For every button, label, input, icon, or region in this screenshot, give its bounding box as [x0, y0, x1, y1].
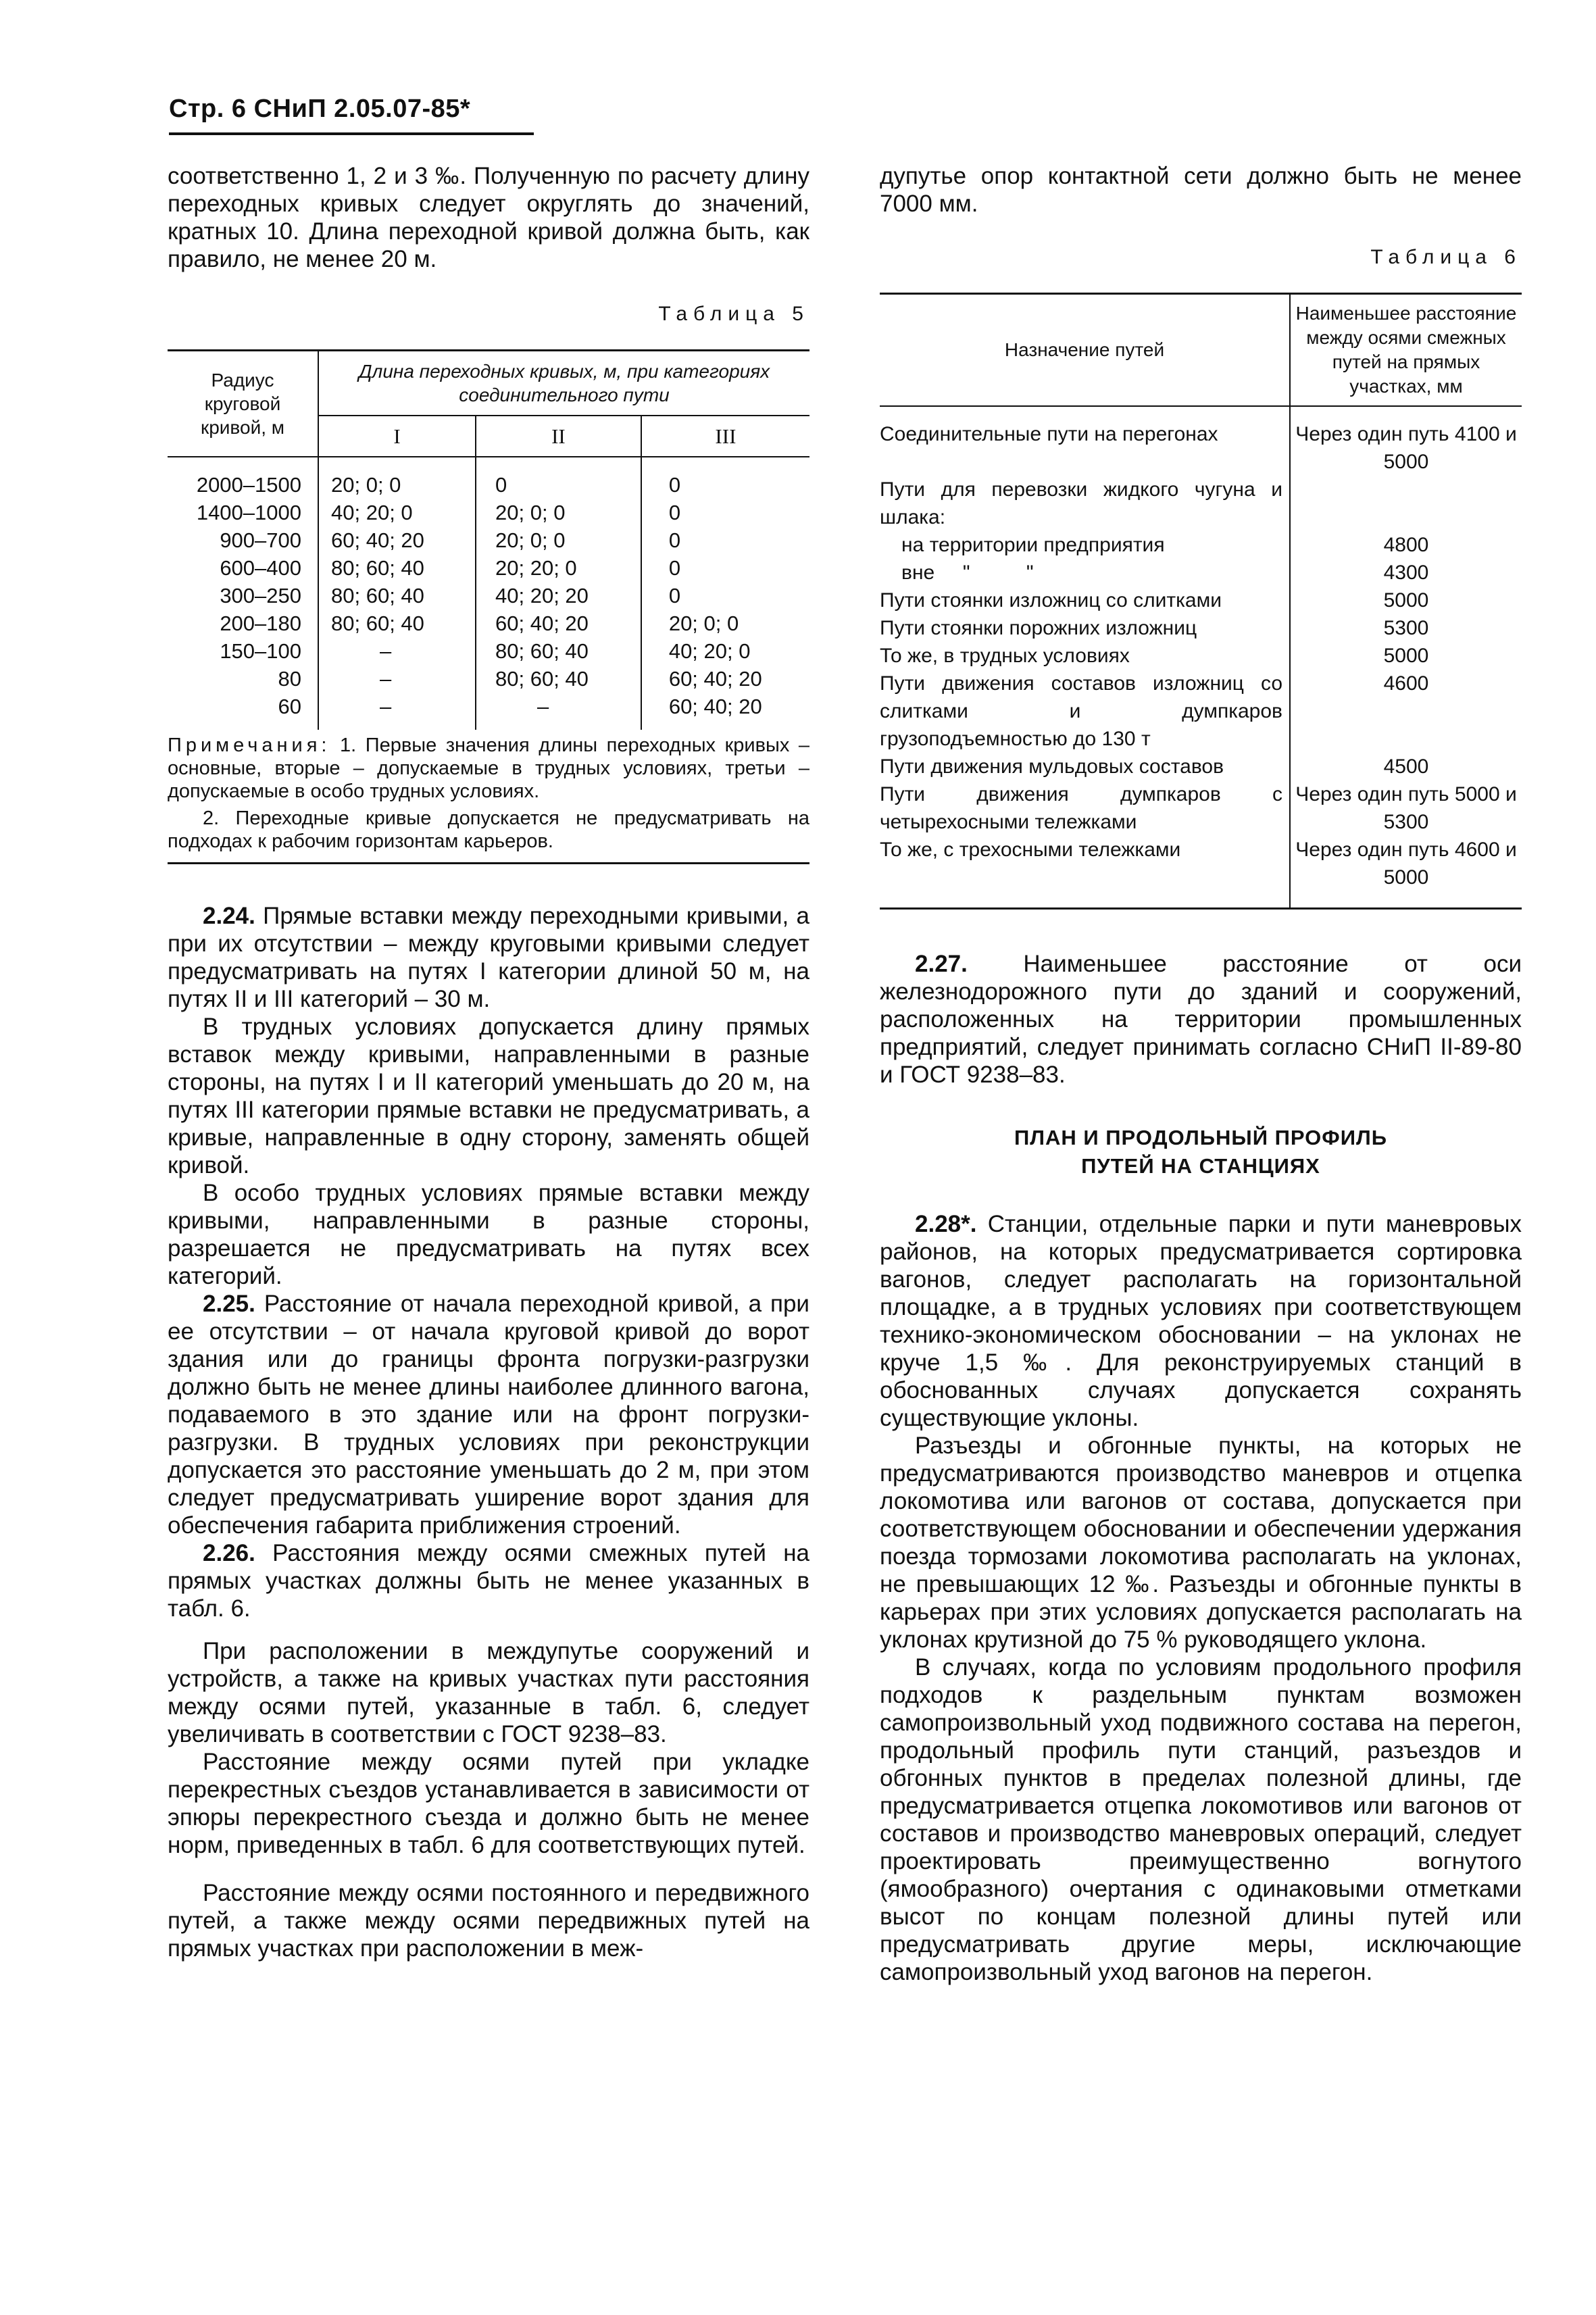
table-6: [880, 293, 1522, 910]
notes-label: Примечания:: [168, 735, 331, 756]
table-row: [880, 642, 1522, 670]
table-cell: 20; 0; 0: [318, 457, 476, 499]
table-row: [168, 499, 809, 526]
table-row: [168, 665, 809, 693]
table-cell: –: [476, 693, 641, 730]
table-cell: 60: [278, 695, 301, 718]
paragraph-2-25: [168, 1290, 809, 1539]
table-cell: 80; 60; 40: [476, 665, 641, 693]
table-cell: на территории предприятия: [901, 534, 1165, 556]
table-cell: [1290, 476, 1522, 531]
table-cell: Через один путь 5000 и 5300: [1290, 780, 1522, 836]
table-cell: То же, в трудных условиях: [880, 645, 1130, 667]
table-cell: 60; 40; 20: [641, 665, 809, 693]
table-row: [880, 780, 1522, 836]
table-6-label: Таблица 6: [1370, 246, 1522, 268]
table-cell: 0: [641, 554, 809, 582]
table-cell: Пути движения думпкаров с четырехосными тележками: [880, 783, 1282, 833]
table-cell: 4800: [1290, 531, 1522, 559]
table-row: [880, 406, 1522, 476]
table-cell: 0: [476, 457, 641, 499]
table-row: [880, 614, 1522, 642]
clause-number: 2.28*.: [915, 1211, 977, 1237]
table-cell: 4300: [1290, 559, 1522, 587]
table-row: [168, 609, 809, 637]
paragraph: Расстояние между осями путей при укладке перекрестных съездов устанавливается в зависимости от эпюры перекрестного съезда и должно быть не менее норм, приведенных в табл. 6 для соответствующих путей.: [168, 1749, 809, 1858]
table-row: [880, 753, 1522, 780]
table-cell: –: [318, 693, 476, 730]
clause-text: Наименьшее расстояние от оси железнодорожного пути до зданий и сооружений, расположенных на территории промышленных предприятий, следует принимать согласно СНиП II-89-80 и ГОСТ 9238–83.: [880, 951, 1522, 1088]
table-cell: 80: [278, 667, 301, 691]
table-cell: Пути стоянки изложниц со слитками: [880, 589, 1222, 612]
table-row: [880, 670, 1522, 753]
table-5-note-2: 2. Переходные кривые допускается не предусматривать на подходах к рабочим горизонтам карьеров.: [168, 807, 809, 852]
clause-text: Расстояние от начала переходной кривой, а при ее отсутствии – от начала круговой кривой до ворот здания или до границы фронта погрузки-разгрузки должно быть не менее длины наиболее длинного вагона, подаваемого в это здание или на фронт погрузки-разгрузки. В трудных условиях при реконструкции допускается это расстояние уменьшать до 2 м, при этом следует предусматривать уширение ворот здания для обеспечения габарита приближения строений.: [168, 1291, 809, 1539]
table-cell: 20; 20; 0: [476, 554, 641, 582]
table-cell: 60; 40; 20: [476, 609, 641, 637]
left-column: [168, 162, 809, 1962]
table-5-header-cat-i: I: [318, 416, 476, 457]
table-cell: Пути для перевозки жидкого чугуна и шлака:: [880, 478, 1282, 528]
table-5-notes: [168, 734, 809, 864]
table-cell: 0: [641, 457, 809, 499]
table-5: [168, 349, 809, 730]
paragraph-2-24: [168, 902, 809, 1013]
table-row: [168, 457, 809, 499]
table-cell: –: [318, 665, 476, 693]
table-cell: 0: [641, 499, 809, 526]
paragraph-continuation: соответственно 1, 2 и 3 ‰. Полученную по расчету длину переходных кривых следует округлять до значений, кратных 10. Длина переходной кривой должна быть, как правило, не менее 20 м.: [168, 163, 809, 272]
table-cell: 2000–1500: [196, 473, 301, 497]
table-cell: Соединительные пути на перегонах: [880, 423, 1218, 445]
table-5-header-cat-ii: II: [476, 416, 641, 457]
table-cell: 60; 40; 20: [318, 526, 476, 554]
table-row: [880, 836, 1522, 909]
table-cell: 40; 20; 20: [476, 582, 641, 609]
table-cell: 200–180: [220, 612, 301, 635]
table-row: [168, 637, 809, 665]
clause-number: 2.25.: [203, 1291, 255, 1317]
table-cell: вне " ": [901, 562, 1034, 584]
clause-number: 2.24.: [203, 903, 255, 929]
table-cell: 4500: [1290, 753, 1522, 780]
table-cell: –: [318, 637, 476, 665]
clause-number: 2.26.: [203, 1540, 255, 1566]
table-6-header-name: Назначение путей: [1004, 339, 1165, 360]
table-row: [168, 582, 809, 609]
note-text: 1. Первые значения длины переходных кривых – основные, вторые – допускаемые в трудных условиях, третьи – допускаемые в особо трудных условиях.: [168, 735, 809, 802]
table-cell: 80; 60; 40: [318, 554, 476, 582]
table-cell: 900–700: [220, 528, 301, 552]
table-cell: 20; 0; 0: [641, 609, 809, 637]
table-cell: 150–100: [220, 639, 301, 663]
table-row: [168, 554, 809, 582]
table-cell: 80; 60; 40: [318, 609, 476, 637]
table-cell: Через один путь 4600 и 5000: [1290, 836, 1522, 909]
table-6-header-value: Наименьшее расстояние между осями смежных путей на прямых участках, мм: [1290, 294, 1522, 407]
paragraph-2-27: [880, 950, 1522, 1089]
paragraph: Разъезды и обгонные пункты, на которых не предусматриваются производство маневров и отцепка локомотива или вагонов от состава, допускается при соответствующем обосновании и обеспечении удержания поезда тормозами локомотива располагать на уклонах, не превышающих 12 ‰. Разъезды и обгонные пункты в карьерах при этих условиях допускается располагать на уклонах крутизной до 75 % руководящего уклона.: [880, 1433, 1522, 1653]
table-5-header-group: Длина переходных кривых, м, при категориях соединительного пути: [318, 351, 809, 416]
table-cell: 1400–1000: [196, 501, 301, 524]
table-cell: 5000: [1290, 587, 1522, 614]
table-cell: 300–250: [220, 584, 301, 607]
table-cell: Пути стоянки порожних изложниц: [880, 617, 1197, 639]
table-row: [880, 531, 1522, 559]
table-5-header-cat-iii: III: [641, 416, 809, 457]
right-column: [880, 162, 1522, 1986]
clause-number: 2.27.: [915, 951, 968, 977]
table-cell: Пути движения составов изложниц со слитками и думпкаров грузоподъемностью до 130 т: [880, 672, 1282, 750]
paragraph: При расположении в междупутье сооружений и устройств, а также на кривых участках пути расстояния между осями путей, указанные в табл. 6, следует увеличивать в соответствии с ГОСТ 9238–83.: [168, 1638, 809, 1747]
page-header: Стр. 6 СНиП 2.05.07-85*: [169, 95, 471, 123]
paragraph: В трудных условиях допускается длину прямых вставок между кривыми, направленными в разные стороны, на путях I и II категорий уменьшать до 20 м, на путях III категории прямые вставки не предусматривать, а кривые, направленные в одну сторону, заменять общей кривой.: [168, 1014, 809, 1178]
table-cell: 20; 0; 0: [476, 526, 641, 554]
table-6-body: [880, 406, 1522, 909]
section-title-line-2: ПУТЕЙ НА СТАНЦИЯХ: [1081, 1154, 1320, 1178]
paragraph-2-28: [880, 1210, 1522, 1432]
table-cell: 40; 20; 0: [641, 637, 809, 665]
paragraph: В случаях, когда по условиям продольного профиля подходов к раздельным пунктам возможен самопроизвольный уход подвижного состава на перегон, продольный профиль пути станций, разъездов и обгонных пунктов в пределах полезной длины, где предусматривается отцепка локомотивов или вагонов от составов и производство маневровых операций, следует проектировать преимущественно вогнутого (ямообразного) очертания с одинаковыми отметками высот по концам полезной длины путей или предусматривать другие меры, исключающие самопроизвольный уход вагонов на перегон.: [880, 1654, 1522, 1985]
table-5-note-1: [168, 734, 809, 803]
table-row: [168, 526, 809, 554]
table-cell: То же, с трехосными тележками: [880, 836, 1290, 909]
table-row: [880, 559, 1522, 587]
notes-rule: [168, 862, 809, 864]
section-title-line-1: ПЛАН И ПРОДОЛЬНЫЙ ПРОФИЛЬ: [1014, 1126, 1388, 1149]
table-row: [168, 693, 809, 730]
table-cell: 600–400: [220, 556, 301, 580]
table-cell: 5000: [1290, 642, 1522, 670]
paragraph: Расстояние между осями постоянного и передвижного путей, а также между осями передвижных путей на прямых участках при расположении в меж-: [168, 1880, 809, 1962]
table-cell: Через один путь 4100 и 5000: [1290, 406, 1522, 476]
section-title: [880, 1124, 1522, 1180]
paragraph: В особо трудных условиях прямые вставки между кривыми, направленными в разные стороны, разрешается не предусматривать на путях всех категорий.: [168, 1180, 809, 1289]
table-cell: 20; 0; 0: [476, 499, 641, 526]
table-row: [880, 587, 1522, 614]
table-5-label: Таблица 5: [658, 303, 809, 325]
table-cell: 40; 20; 0: [318, 499, 476, 526]
table-5-header-radius: Радиус круговой кривой, м: [168, 351, 318, 457]
table-cell: 60; 40; 20: [641, 693, 809, 730]
table-row: [880, 476, 1522, 531]
clause-text: Станции, отдельные парки и пути маневровых районов, на которых предусматривается сортировка вагонов, следует располагать на горизонтальной площадке, а в трудных условиях при соответствующем технико-экономическом обосновании – на уклонах не круче 1,5 ‰. Для реконструируемых станций в обоснованных случаях допускается сохранять существующие уклоны.: [880, 1211, 1522, 1431]
clause-text: Расстояния между осями смежных путей на прямых участках должны быть не менее указанных в табл. 6.: [168, 1540, 809, 1622]
table-cell: 80; 60; 40: [318, 582, 476, 609]
table-cell: 4600: [1290, 670, 1522, 753]
paragraph-2-26: [168, 1539, 809, 1622]
table-cell: Пути движения мульдовых составов: [880, 755, 1224, 778]
table-cell: 0: [641, 526, 809, 554]
clause-text: Прямые вставки между переходными кривыми, а при их отсутствии – между круговыми кривыми следует предусматривать на путях I категории длиной 50 м, на путях II и III категорий – 30 м.: [168, 903, 809, 1012]
header-rule: [169, 132, 534, 135]
table-cell: 0: [641, 582, 809, 609]
table-cell: 80; 60; 40: [476, 637, 641, 665]
table-cell: 5300: [1290, 614, 1522, 642]
paragraph-continuation: дупутье опор контактной сети должно быть не менее 7000 мм.: [880, 163, 1522, 217]
